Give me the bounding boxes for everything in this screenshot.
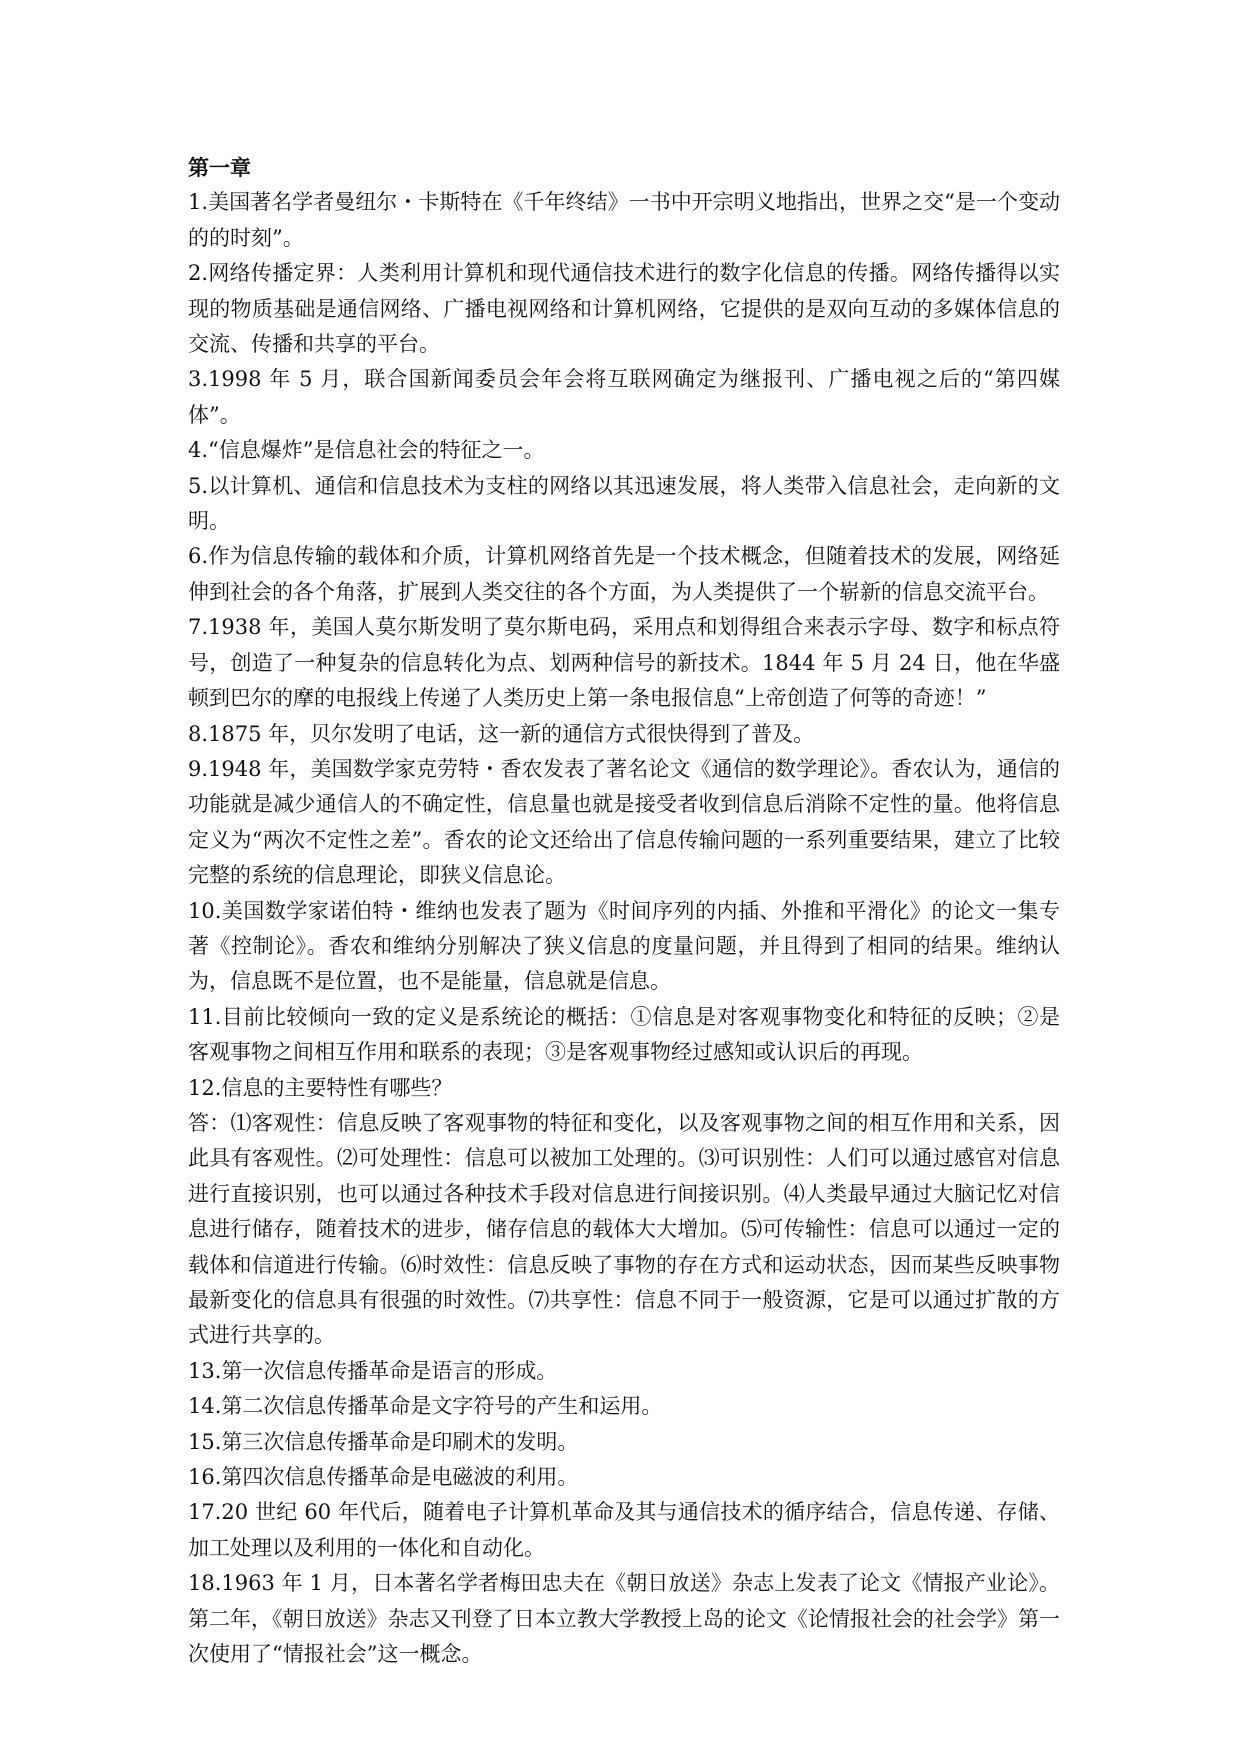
paragraph-16: 16.第四次信息传播革命是电磁波的利用。 — [188, 1465, 579, 1490]
paragraph-10: 10.美国数学家诺伯特・维纳也发表了题为《时间序列的内插、外推和平滑化》的论文一集专著《控制论》。香农和维纳分别解决了狭义信息的度量问题，并且得到了相同的结果。维纳认为，信息既不是位置，也不是能量，信息就是信息。 — [188, 898, 1060, 994]
paragraph-18: 18.1963 年 1 月，日本著名学者梅田忠夫在《朝日放送》杂志上发表了论文《情报产业论》。第二年，《朝日放送》杂志又刊登了日本立教大学教授上岛的论文《论情报社会的社会学》第一次使用了“情报社会”这一概念。 — [188, 1571, 1060, 1667]
paragraph-12-question: 12.信息的主要特性有哪些？ — [188, 1075, 453, 1100]
paragraph-14: 14.第二次信息传播革命是文字符号的产生和运用。 — [188, 1394, 663, 1419]
paragraph-8: 8.1875 年，贝尔发明了电话，这一新的通信方式很快得到了普及。 — [188, 721, 815, 746]
chapter-title: 第一章 — [188, 155, 251, 180]
paragraph-3: 3.1998 年 5 月，联合国新闻委员会年会将互联网确定为继报刊、广播电视之后的“第四媒体”。 — [188, 367, 1060, 427]
paragraph-2: 2.网络传播定界：人类利用计算机和现代通信技术进行的数字化信息的传播。网络传播得以实现的物质基础是通信网络、广播电视网络和计算机网络，它提供的是双向互动的多媒体信息的交流、传播和共享的平台。 — [188, 261, 1060, 357]
paragraph-7: 7.1938 年，美国人莫尔斯发明了莫尔斯电码，采用点和划得组合来表示字母、数字和标点符号，创造了一种复杂的信息转化为点、划两种信号的新技术。1844 年 5 月 24 日，他在华盛顿到巴尔的摩的电报线上传递了人类历史上第一条电报信息“上帝创造了何等的奇迹！” — [188, 615, 1060, 711]
paragraph-11: 11.目前比较倾向一致的定义是系统论的概括：①信息是对客观事物变化和特征的反映；②是客观事物之间相互作用和联系的表现；③是客观事物经过感知或认识后的再现。 — [188, 1004, 1060, 1065]
document-page — [188, 150, 1060, 1672]
paragraph-6: 6.作为信息传输的载体和介质，计算机网络首先是一个技术概念，但随着技术的发展，网络延伸到社会的各个角落，扩展到人类交往的各个方面，为人类提供了一个崭新的信息交流平台。 — [188, 544, 1060, 604]
paragraph-1: 1.美国著名学者曼纽尔・卡斯特在《千年终结》一书中开宗明义地指出，世界之交“是一个变动的的时刻”。 — [188, 190, 1060, 250]
paragraph-17: 17.20 世纪 60 年代后，随着电子计算机革命及其与通信技术的循序结合，信息传递、存储、加工处理以及利用的一体化和自动化。 — [188, 1500, 1060, 1560]
paragraph-15: 15.第三次信息传播革命是印刷术的发明。 — [188, 1429, 579, 1454]
paragraph-5: 5.以计算机、通信和信息技术为支柱的网络以其迅速发展，将人类带入信息社会，走向新的文明。 — [188, 473, 1060, 534]
paragraph-9: 9.1948 年，美国数学家克劳特・香农发表了著名论文《通信的数学理论》。香农认为，通信的功能就是减少通信人的不确定性，信息量也就是接受者收到信息后消除不定性的量。他将信息定义为“两次不定性之差”。香农的论文还给出了信息传输问题的一系列重要结果，建立了比较完整的系统的信息理论，即狭义信息论。 — [188, 756, 1060, 888]
paragraph-12-answer: 答：⑴客观性：信息反映了客观事物的特征和变化，以及客观事物之间的相互作用和关系，因此具有客观性。⑵可处理性：信息可以被加工处理的。⑶可识别性：人们可以通过感官对信息进行直接识别，也可以通过各种技术手段对信息进行间接识别。⑷人类最早通过大脑记忆对信息进行储存，随着技术的进步，储存信息的载体大大增加。⑸可传输性：信息可以通过一定的载体和信道进行传输。⑹时效性：信息反映了事物的存在方式和运动状态，因而某些反映事物最新变化的信息具有很强的时效性。⑺共享性：信息不同于一般资源，它是可以通过扩散的方式进行共享的。 — [188, 1110, 1060, 1348]
paragraph-4: 4.“信息爆炸”是信息社会的特征之一。 — [188, 438, 545, 463]
paragraph-13: 13.第一次信息传播革命是语言的形成。 — [188, 1358, 558, 1383]
